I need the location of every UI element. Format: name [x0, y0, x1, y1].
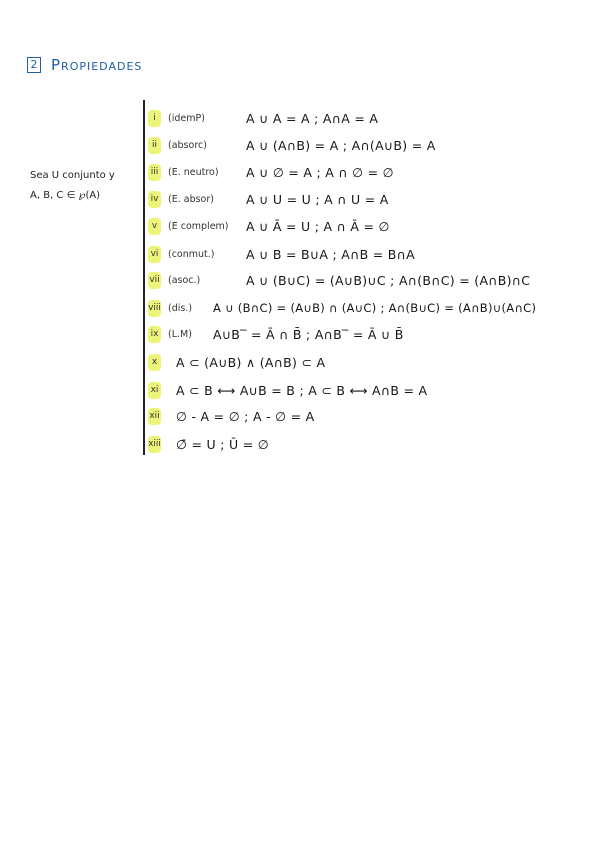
property-number: vi [148, 246, 161, 263]
property-row [148, 216, 390, 236]
property-row [148, 380, 427, 400]
section-number: 2 [27, 57, 41, 73]
property-formula: A ∪ B = B∪A ; A∩B = B∩A [246, 246, 415, 262]
property-label: (dis.) [168, 302, 193, 314]
property-label: (E complem) [168, 220, 229, 232]
property-number: v [148, 218, 161, 235]
property-number: xi [148, 382, 161, 399]
property-number: ix [148, 326, 161, 343]
property-formula: ∅ - A = ∅ ; A - ∅ = A [176, 408, 315, 424]
property-row [148, 298, 536, 318]
property-row [148, 189, 389, 209]
property-label: (L.M) [168, 328, 192, 340]
property-number: vii [148, 272, 161, 289]
property-row [148, 434, 269, 454]
property-row [148, 352, 325, 372]
property-formula: A ⊂ B ⟷ A∪B = B ; A ⊂ B ⟷ A∩B = A [176, 382, 428, 398]
property-number: i [148, 110, 161, 127]
property-row [148, 108, 378, 128]
property-formula: A ∪ Ā = U ; A ∩ Ā = ∅ [246, 218, 390, 234]
section-heading [27, 56, 142, 74]
property-label: (absorc) [168, 139, 207, 151]
property-formula: A ∪ A = A ; A∩A = A [246, 110, 379, 126]
property-row [148, 324, 404, 344]
property-formula: A ∪ (A∩B) = A ; A∩(A∪B) = A [246, 137, 436, 153]
property-number: iv [148, 191, 161, 208]
property-row [148, 135, 436, 155]
property-number: xii [148, 408, 161, 425]
property-row [148, 244, 415, 264]
property-row [148, 162, 394, 182]
property-label: (E. absor) [168, 193, 214, 205]
property-row [148, 270, 530, 290]
context-line-1: Sea U conjunto y [30, 170, 115, 181]
property-number: viii [148, 300, 161, 317]
property-number: x [148, 354, 161, 371]
section-title: Propiedades [51, 56, 143, 74]
property-formula: A∪B‾ = Ā ∩ B̄ ; A∩B‾ = Ā ∪ B̄ [213, 326, 404, 342]
property-label: (E. neutro) [168, 166, 219, 178]
property-formula: A ∪ U = U ; A ∩ U = A [246, 191, 389, 207]
property-formula: A ∪ (B∪C) = (A∪B)∪C ; A∩(B∩C) = (A∩B)∩C [246, 272, 531, 288]
property-formula: A ∪ (B∩C) = (A∪B) ∩ (A∪C) ; A∩(B∪C) = (A∩B)∪(A∩C) [213, 301, 537, 315]
context-line-2: A, B, C ∈ ℘(A) [30, 190, 101, 201]
context-note [30, 166, 115, 206]
property-number: iii [148, 164, 161, 181]
property-row [148, 406, 315, 426]
property-label: (asoc.) [168, 274, 201, 286]
bracket-line [143, 100, 145, 455]
property-formula: A ⊂ (A∪B) ∧ (A∩B) ⊂ A [176, 354, 326, 370]
property-number: ii [148, 137, 161, 154]
property-formula: ∅̄ = U ; Ū = ∅ [176, 436, 269, 452]
property-label: (idemP) [168, 112, 205, 124]
property-number: xiii [148, 436, 161, 453]
property-formula: A ∪ ∅ = A ; A ∩ ∅ = ∅ [246, 164, 394, 180]
property-label: (conmut.) [168, 248, 215, 260]
